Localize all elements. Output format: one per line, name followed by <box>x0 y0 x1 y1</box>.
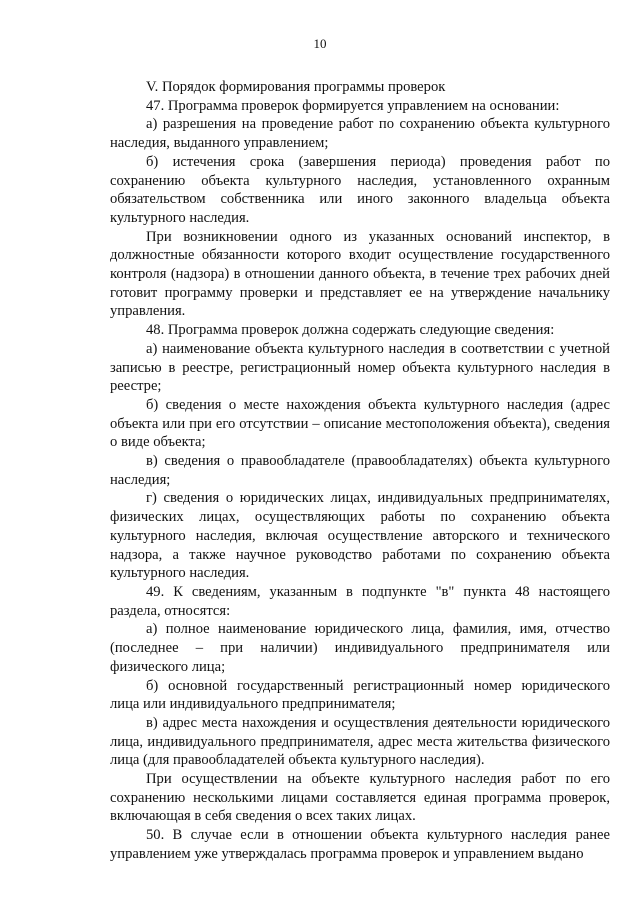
paragraph-47-b: б) истечения срока (завершения периода) проведения работ по сохранению объекта культурного наследия, установленного охранным обязательством собственника или иного законного владельца объекта культурного наследия. <box>110 153 610 226</box>
page-number: 10 <box>313 36 327 51</box>
paragraph-48-v: в) сведения о правообладателе (правообладателях) объекта культурного наследия; <box>110 453 610 488</box>
paragraph-48-g: г) сведения о юридических лицах, индивидуальных предпринимателях, физических лицах, осуществляющих работы по сохранению объекта культурного наследия, включая осуществление авторского и технического надзора, а также научное руководство работами по сохранению объекта культурного наследия. <box>110 490 610 582</box>
paragraph-49: 49. К сведениям, указанным в подпункте "в" пункта 48 настоящего раздела, относятся: <box>110 583 610 619</box>
paragraph-47: 47. Программа проверок формируется управлением на основании: <box>146 97 560 114</box>
document-body <box>110 78 610 864</box>
paragraph-47-note: При возникновении одного из указанных оснований инспектор, в должностные обязанности которого входит осуществление государственного контроля (надзора) в отношении данного объекта, в течение трех рабочих дней готовит программу проверки и представляет ее на утверждение начальнику управления. <box>110 228 610 320</box>
paragraph-48-b: б) сведения о месте нахождения объекта культурного наследия (адрес объекта или при его отсутствии – описание местоположения объекта), сведения о виде объекта; <box>110 396 610 451</box>
paragraph-48: 48. Программа проверок должна содержать следующие сведения: <box>146 322 555 339</box>
paragraph-50: 50. В случае если в отношении объекта культурного наследия ранее управлением уже утверждалась программа проверок и управлением выдано <box>110 827 610 862</box>
paragraph-49-note: При осуществлении на объекте культурного наследия работ по его сохранению несколькими лицами составляется единая программа проверок, включающая в себя сведения о всех таких лицах. <box>110 771 610 825</box>
paragraph-47-a: а) разрешения на проведение работ по сохранению объекта культурного наследия, выданного управлением; <box>110 116 610 152</box>
paragraph-49-b: б) основной государственный регистрационный номер юридического лица или индивидуального предпринимателя; <box>110 677 610 713</box>
section-heading: V. Порядок формирования программы проверок <box>146 79 446 95</box>
paragraph-49-v: в) адрес места нахождения и осуществления деятельности юридического лица, индивидуального предпринимателя, адрес места жительства физического лица (для правообладателей объекта культурного наследия). <box>110 714 610 769</box>
paragraph-48-a: а) наименование объекта культурного наследия в соответствии с учетной записью в реестре, регистрационный номер объекта культурного наследия в реестре; <box>110 340 610 395</box>
paragraph-49-a: а) полное наименование юридического лица, фамилия, имя, отчество (последнее – при наличии) индивидуального предпринимателя или физического лица; <box>110 621 610 675</box>
